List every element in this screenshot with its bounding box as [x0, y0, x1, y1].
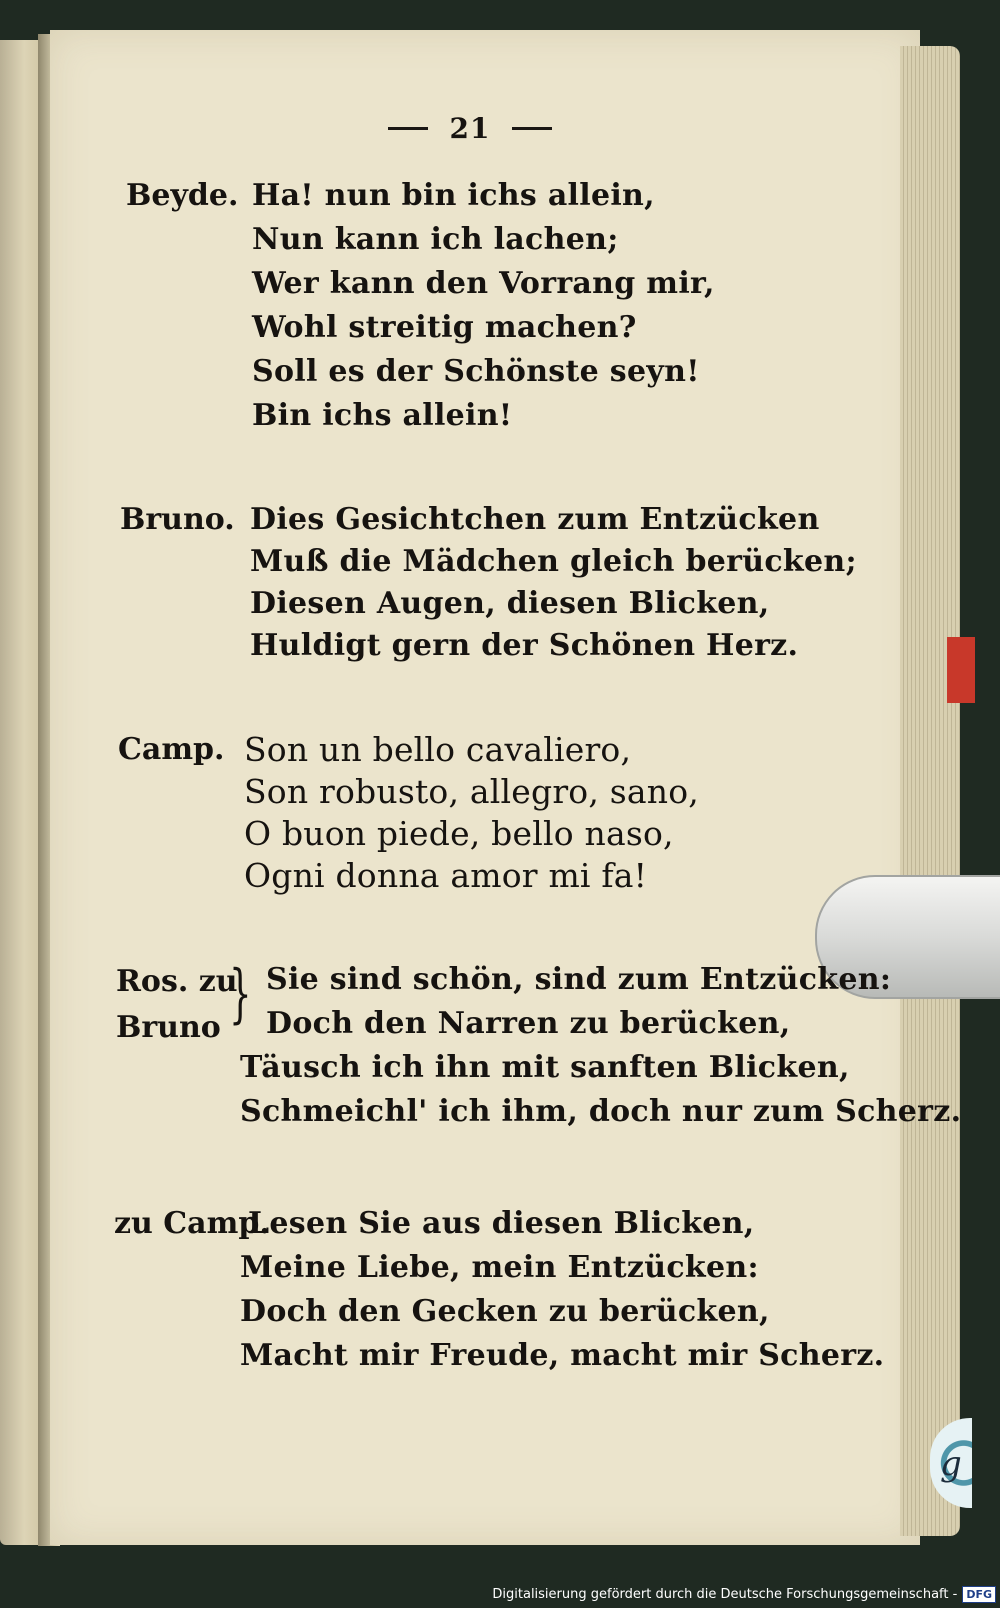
- verse-line: Muß die Mädchen gleich berücken;: [250, 544, 857, 579]
- digitization-footer: [0, 1580, 1000, 1608]
- header-dash-right: [512, 127, 552, 130]
- page-number: 21: [449, 111, 491, 145]
- speaker-label: Beyde.: [126, 178, 239, 213]
- header-dash-left: [388, 127, 428, 130]
- verse-line: Dies Gesichtchen zum Entzücken: [250, 502, 820, 537]
- verse-line: Ogni donna amor mi fa!: [244, 856, 648, 895]
- stamp-glyph: g: [940, 1444, 962, 1484]
- speaker-label: Camp.: [118, 732, 225, 767]
- verse-line: Macht mir Freude, macht mir Scherz.: [240, 1338, 885, 1373]
- verse-line: Doch den Narren zu berücken,: [266, 1006, 791, 1041]
- verse-line: Soll es der Schönste seyn!: [252, 354, 700, 389]
- verse-line: Bin ichs allein!: [252, 398, 513, 433]
- brace-mark: }: [229, 957, 252, 1031]
- verse-line: Lesen Sie aus diesen Blicken,: [248, 1206, 755, 1241]
- verse-line: Son un bello cavaliero,: [244, 730, 632, 769]
- verse-line: Nun kann ich lachen;: [252, 222, 619, 257]
- speaker-label: Bruno.: [120, 502, 235, 537]
- verse-line: Schmeichl' ich ihm, doch nur zum Scherz.: [240, 1094, 962, 1129]
- speaker-label: zu Camp.: [114, 1206, 270, 1241]
- verse-line: Diesen Augen, diesen Blicken,: [250, 586, 770, 621]
- verse-line: Wohl streitig machen?: [252, 310, 637, 345]
- verse-line: Sie sind schön, sind zum Entzücken:: [266, 962, 892, 997]
- verse-line: Meine Liebe, mein Entzücken:: [240, 1250, 759, 1285]
- verse-line: Doch den Gecken zu berücken,: [240, 1294, 770, 1329]
- verse-line: Täusch ich ihn mit sanften Blicken,: [240, 1050, 850, 1085]
- page-header: [360, 108, 580, 148]
- dfg-logo-icon: DFG: [962, 1586, 996, 1603]
- verse-line: O buon piede, bello naso,: [244, 814, 674, 853]
- verse-line: Son robusto, allegro, sano,: [244, 772, 699, 811]
- verse-line: Huldigt gern der Schönen Herz.: [250, 628, 799, 663]
- speaker-label-line1: Ros. zu: [116, 964, 238, 999]
- verse-line: Ha! nun bin ichs allein,: [252, 178, 655, 213]
- footer-credit: Digitalisierung gefördert durch die Deutsche Forschungsgemeinschaft -: [492, 1586, 958, 1602]
- verse-line: Wer kann den Vorrang mir,: [252, 266, 715, 301]
- speaker-label-line2: Bruno: [116, 1010, 221, 1045]
